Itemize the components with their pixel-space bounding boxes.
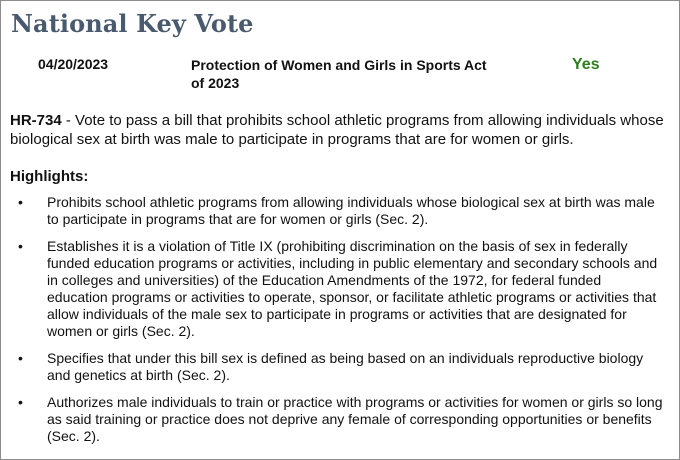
list-item: [1, 394, 676, 445]
list-item-text: Specifies that under this bill sex is defined as being based on an individuals reproductive biology and genetics at birth (Sec. 2).: [47, 350, 644, 383]
bullet-icon: •: [18, 238, 23, 254]
vote-result-badge: Yes: [572, 56, 600, 73]
bullet-icon: •: [18, 394, 23, 410]
list-item-text: Establishes it is a violation of Title IX (prohibiting discrimination on the basis of sex in federally funded education programs or activities, including in public elementary and secondary schools and in colleges and universities) of the Education Amendments of the 1972, for federal funded education programs or activities to operate, sponsor, or facilitate athletic programs or activities that allow individuals of the male sex to participate in programs or activities that are designated for women or girls (Sec. 2).: [47, 238, 658, 339]
list-item-text: Authorizes male individuals to train or practice with programs or activities for women or girls so long as said training or practice does not deprive any female of corresponding opportunities or benefits (Sec. 2).: [47, 394, 663, 444]
list-item: [1, 238, 676, 340]
bill-id: HR-734: [10, 112, 62, 129]
list-item: [1, 350, 676, 384]
list-item-text: Prohibits school athletic programs from allowing individuals whose biological sex at birth was male to participate in programs that are for women or girls (Sec. 2).: [47, 194, 655, 227]
bullet-icon: •: [18, 194, 23, 210]
highlights-list: [1, 194, 676, 455]
highlights-heading: Highlights:: [10, 168, 89, 185]
vote-date: 04/20/2023: [38, 56, 109, 72]
summary-text: - Vote to pass a bill that prohibits school athletic programs from allowing individuals whose biological sex at birth was male to participate in programs that are for women or girls.: [10, 112, 664, 148]
list-item: [1, 194, 676, 228]
vote-summary: [10, 111, 670, 149]
vote-bill-name: Protection of Women and Girls in Sports Act of 2023: [191, 57, 487, 91]
page-title: National Key Vote: [11, 9, 254, 38]
bullet-icon: •: [18, 350, 23, 366]
